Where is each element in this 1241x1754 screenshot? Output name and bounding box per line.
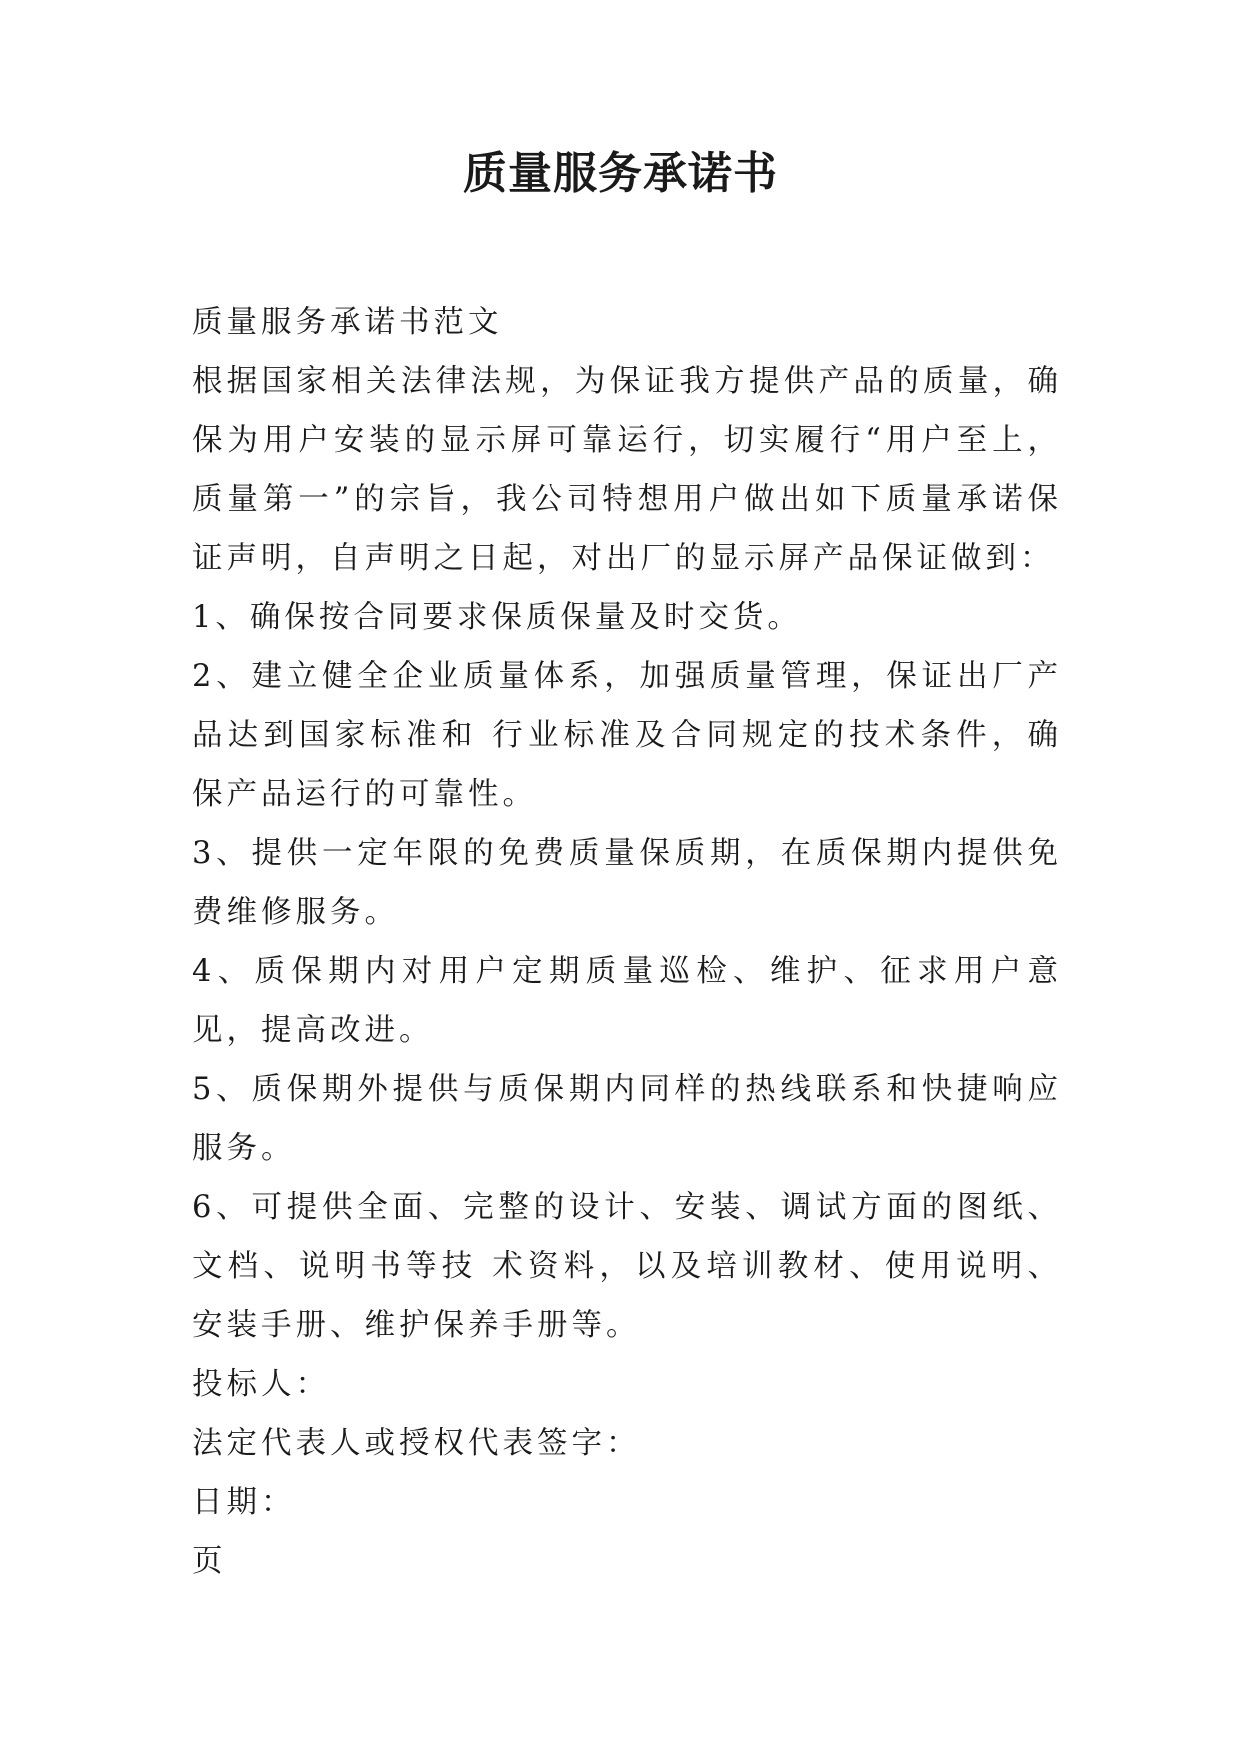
bidder-label: 投标人： (192, 1367, 330, 1402)
date-label: 日期： (192, 1485, 296, 1520)
document-body (192, 293, 1062, 1591)
commitment-item-4: 4、质保期内对用户定期质量巡检、维护、征求用户意见，提高改进。 (192, 954, 1062, 1048)
representative-signature-label: 法定代表人或授权代表签字： (192, 1426, 641, 1461)
document-title: 质量服务承诺书 (463, 148, 778, 199)
commitment-item-1: 1、确保按合同要求保质保量及时交货。 (192, 600, 802, 635)
commitment-item-3: 3、提供一定年限的免费质量保质期，在质保期内提供免费维修服务。 (192, 836, 1062, 930)
page-footer: 页 (192, 1544, 227, 1579)
document-subtitle: 质量服务承诺书范文 (192, 305, 503, 340)
intro-paragraph: 根据国家相关法律法规，为保证我方提供产品的质量，确保为用户安装的显示屏可靠运行，切实履行“用户至上，质量第一”的宗旨，我公司特想用户做出如下质量承诺保证声明，自声明之日起，对出厂的显示屏产品保证做到： (192, 364, 1062, 576)
commitment-item-5: 5、质保期外提供与质保期内同样的热线联系和快捷响应服务。 (192, 1072, 1062, 1166)
commitment-item-6: 6、可提供全面、完整的设计、安装、调试方面的图纸、文档、说明书等技 术资料，以及培训教材、使用说明、安装手册、维护保养手册等。 (192, 1190, 1062, 1343)
commitment-item-2: 2、建立健全企业质量体系，加强质量管理，保证出厂产品达到国家标准和 行业标准及合同规定的技术条件，确保产品运行的可靠性。 (192, 659, 1062, 812)
